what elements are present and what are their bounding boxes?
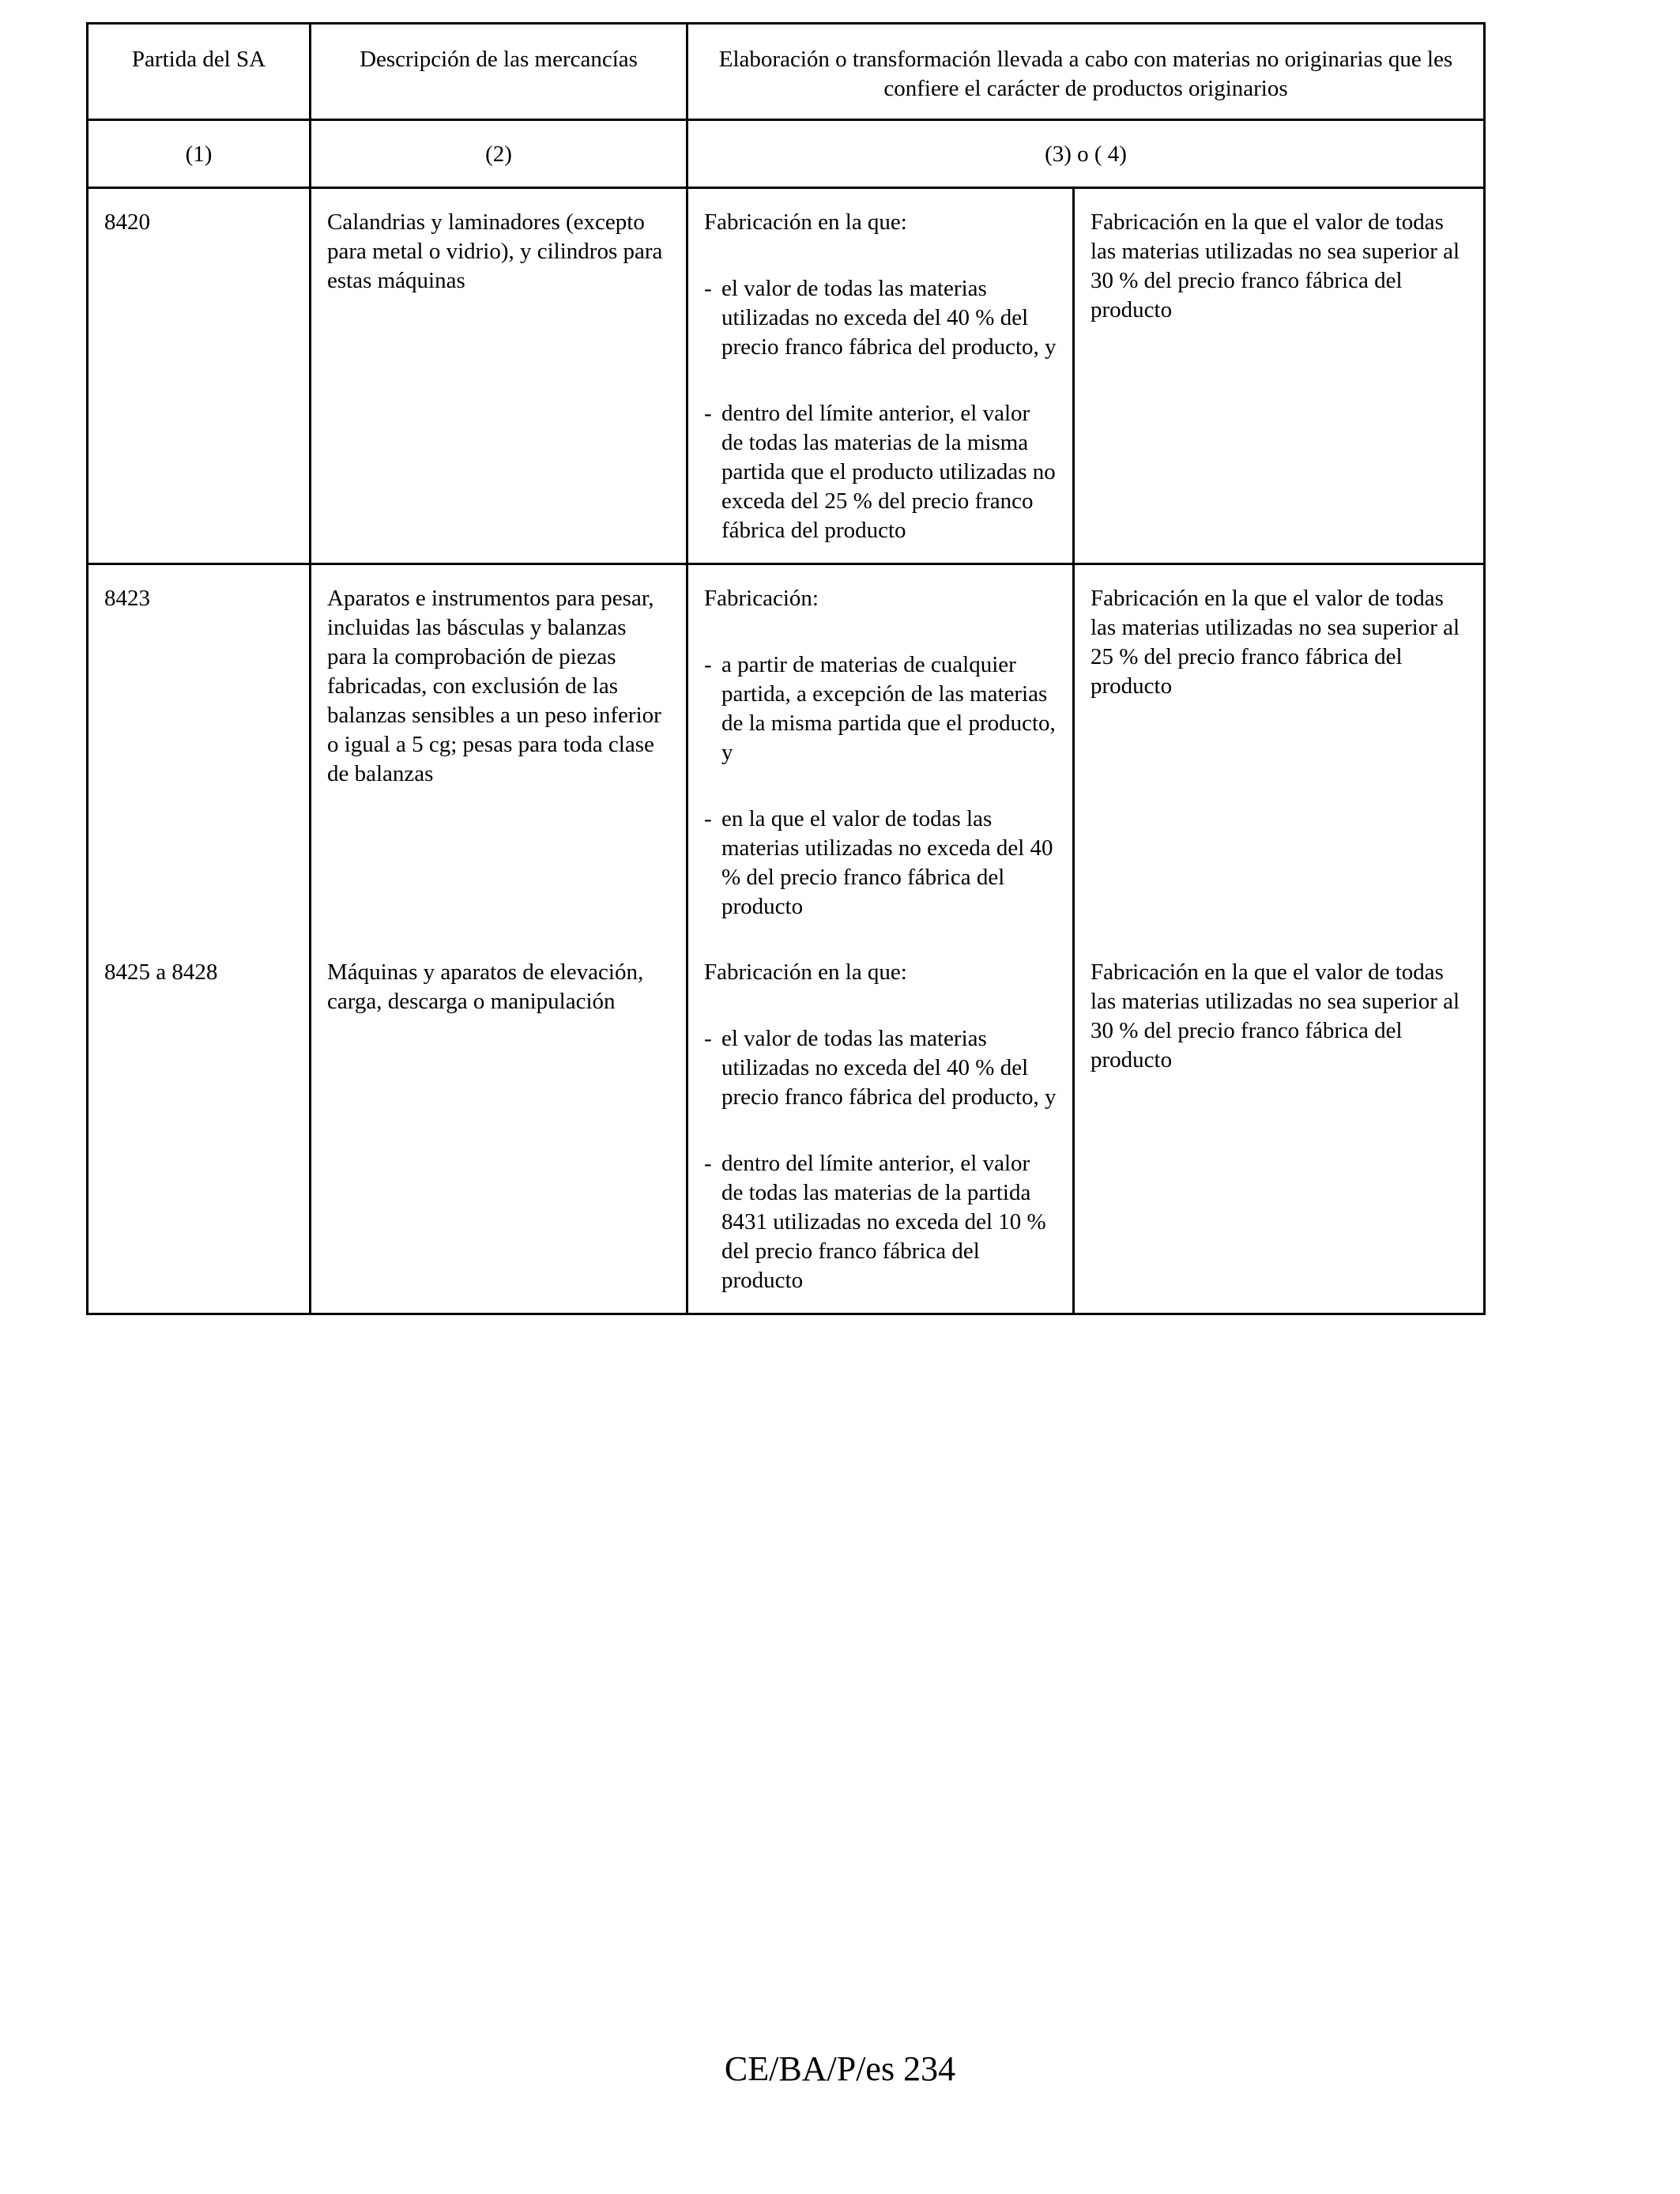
rule-condition-text: el valor de todas las materias utilizadas no exceda del 40 % del precio franco fábrica del producto, y [721, 276, 1057, 360]
rule-condition [704, 274, 1057, 362]
subheader-2: (2) [311, 120, 687, 188]
rule-condition-text: dentro del límite anterior, el valor de todas las materias de la partida 8431 utilizadas no exceda del 10 % del precio franco fábrica del producto [721, 1151, 1046, 1293]
hs-code-cell: 8425 a 8428 [88, 939, 311, 1314]
rule-condition-text: a partir de materias de cualquier partida, a excepción de las materias de la misma partida que el producto, y [721, 652, 1056, 765]
header-partida: Partida del SA [88, 24, 311, 120]
rule-cell-col3 [687, 564, 1074, 940]
hs-code-cell: 8420 [88, 188, 311, 564]
dash-marker: - [704, 806, 712, 831]
description-cell: Calandrias y laminadores (excepto para metal o vidrio), y cilindros para estas máquinas [311, 188, 687, 564]
table-row [88, 188, 1485, 564]
rule-cell-col3 [687, 939, 1074, 1314]
rule-lead-text: Fabricación en la que: [704, 959, 907, 985]
dash-marker: - [704, 652, 712, 677]
table-row [88, 939, 1485, 1314]
description-cell: Aparatos e instrumentos para pesar, incluidas las básculas y balanzas para la comprobación de piezas fabricadas, con exclusión de las balanzas sensibles a un peso inferior o igual a 5 cg; pesas para toda clase de balanzas [311, 564, 687, 940]
rule-cell-col3 [687, 188, 1074, 564]
rule-cell-col4: Fabricación en la que el valor de todas las materias utilizadas no sea superior al 25 % del precio franco fábrica del producto [1074, 564, 1485, 940]
rule-condition-text: dentro del límite anterior, el valor de todas las materias de la misma partida que el producto utilizadas no exceda del 25 % del precio franco fábrica del producto [721, 401, 1056, 543]
rule-cell-col4: Fabricación en la que el valor de todas las materias utilizadas no sea superior al 30 % del precio franco fábrica del producto [1074, 188, 1485, 564]
rule-lead-text: Fabricación: [704, 586, 819, 611]
rule-lead-text: Fabricación en la que: [704, 209, 907, 235]
dash-marker: - [704, 401, 712, 426]
header-elaboracion: Elaboración o transformación llevada a cabo con materias no originarias que les confiere el carácter de productos originarios [687, 24, 1485, 120]
hs-code-cell: 8423 [88, 564, 311, 940]
rule-condition [704, 650, 1057, 767]
subheader-1: (1) [88, 120, 311, 188]
dash-marker: - [704, 1026, 712, 1051]
dash-marker: - [704, 276, 712, 301]
subheader-3-4: (3) o ( 4) [687, 120, 1485, 188]
description-cell: Máquinas y aparatos de elevación, carga, descarga o manipulación [311, 939, 687, 1314]
rule-condition-text: el valor de todas las materias utilizadas no exceda del 40 % del precio franco fábrica del producto, y [721, 1026, 1057, 1110]
header-row [88, 24, 1485, 120]
rule-condition [704, 805, 1057, 922]
subheader-row [88, 120, 1485, 188]
table-row [88, 564, 1485, 940]
rule-condition [704, 1149, 1057, 1295]
rule-condition [704, 399, 1057, 545]
rule-condition [704, 1024, 1057, 1112]
rules-table [86, 22, 1486, 1315]
dash-marker: - [704, 1151, 712, 1176]
header-descripcion: Descripción de las mercancías [311, 24, 687, 120]
page-reference: CE/BA/P/es 234 [724, 2049, 956, 2088]
rule-cell-col4: Fabricación en la que el valor de todas las materias utilizadas no sea superior al 30 % del precio franco fábrica del producto [1074, 939, 1485, 1314]
rule-condition-text: en la que el valor de todas las materias utilizadas no exceda del 40 % del precio franco fábrica del producto [721, 806, 1053, 919]
